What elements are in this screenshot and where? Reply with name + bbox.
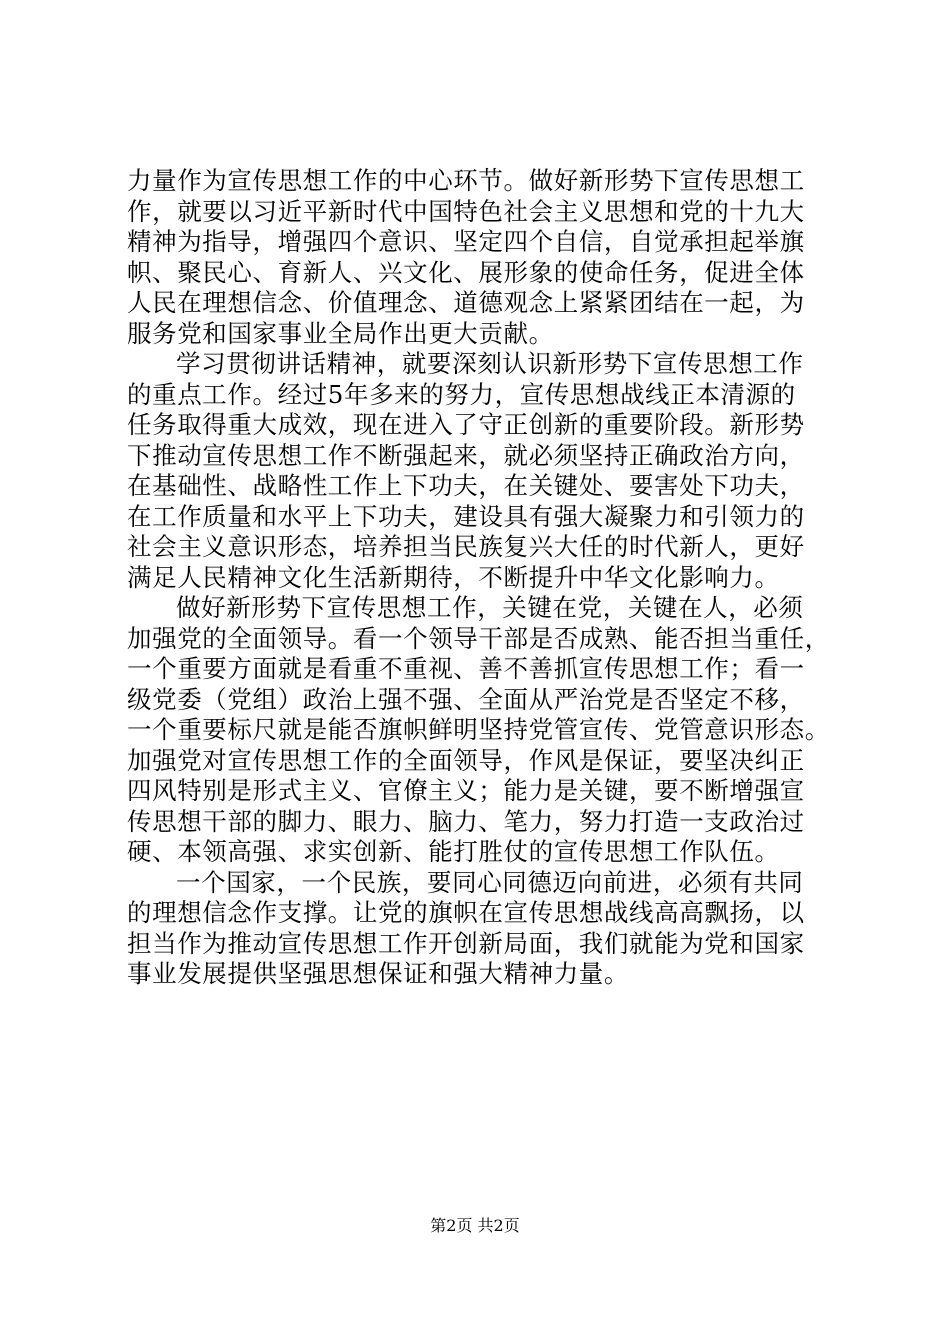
text-line: 在工作质量和水平上下功夫，建设具有强大凝聚力和引领力的: [127, 501, 805, 531]
paragraph: [127, 166, 837, 349]
text-line: 一个国家，一个民族，要同心同德迈向前进，必须有共同: [176, 867, 804, 897]
text-line: 精神为指导，增强四个意识、坚定四个自信，自觉承担起举旗: [127, 227, 805, 256]
text-line: 四风特别是形式主义、官僚主义；能力是关键，要不断增强宣: [127, 776, 805, 805]
text-line: 人民在理想信念、价值理念、道德观念上紧紧团结在一起，为: [127, 288, 805, 317]
paragraph: [127, 349, 837, 593]
text-line: 加强党对宣传思想工作的全面领导，作风是保证，要坚决纠正: [127, 745, 805, 775]
text-line: 事业发展提供坚强思想保证和强大精神力量。: [127, 959, 629, 988]
text-line: 一个重要方面就是看重不重视、善不善抓宣传思想工作；看一: [127, 654, 805, 683]
text-line: 硬、本领高强、求实创新、能打胜仗的宣传思想工作队伍。: [127, 837, 780, 866]
text-line: 下推动宣传思想工作不断强起来，就必须坚持正确政治方向，: [127, 440, 805, 470]
text-line: 社会主义意识形态，培养担当民族复兴大任的时代新人，更好: [127, 532, 805, 561]
text-line: 满足人民精神文化生活新期待，不断提升中华文化影响力。: [127, 562, 780, 592]
body-text: [127, 166, 837, 990]
text-line: 在基础性、战略性工作上下功夫，在关键处、要害处下功夫，: [127, 471, 805, 500]
text-line: 任务取得重大成效，现在进入了守正创新的重要阶段。新形势: [127, 410, 805, 439]
text-line: 加强党的全面领导。看一个领导干部是否成熟、能否担当重任，: [127, 623, 830, 653]
text-line: 作，就要以习近平新时代中国特色社会主义思想和党的十九大: [127, 196, 805, 226]
text-line: 的理想信念作支撑。让党的旗帜在宣传思想战线高高飘扬，以: [127, 898, 805, 927]
paragraph: [127, 593, 837, 868]
text-line: 级党委（党组）政治上强不强、全面从严治党是否坚定不移，: [127, 684, 805, 714]
paragraph: [127, 868, 837, 990]
text-line: 的重点工作。经过5年多来的努力，宣传思想战线正本清源的: [127, 379, 796, 409]
page-footer: 第2页 共2页: [430, 1216, 520, 1235]
text-line: 帜、聚民心、育新人、兴文化、展形象的使命任务，促进全体: [127, 257, 805, 287]
text-line: 一个重要标尺就是能否旗帜鲜明坚持党管宣传、党管意识形态。: [127, 715, 830, 744]
text-line: 服务党和国家事业全局作出更大贡献。: [127, 318, 554, 348]
text-line: 力量作为宣传思想工作的中心环节。做好新形势下宣传思想工: [127, 166, 805, 195]
text-line: 担当作为推动宣传思想工作开创新局面，我们就能为党和国家: [127, 928, 805, 958]
text-line: 做好新形势下宣传思想工作，关键在党，关键在人，必须: [176, 593, 804, 622]
text-line: 学习贯彻讲话精神，就要深刻认识新形势下宣传思想工作: [176, 349, 804, 378]
text-line: 传思想干部的脚力、眼力、脑力、笔力，努力打造一支政治过: [127, 806, 805, 836]
